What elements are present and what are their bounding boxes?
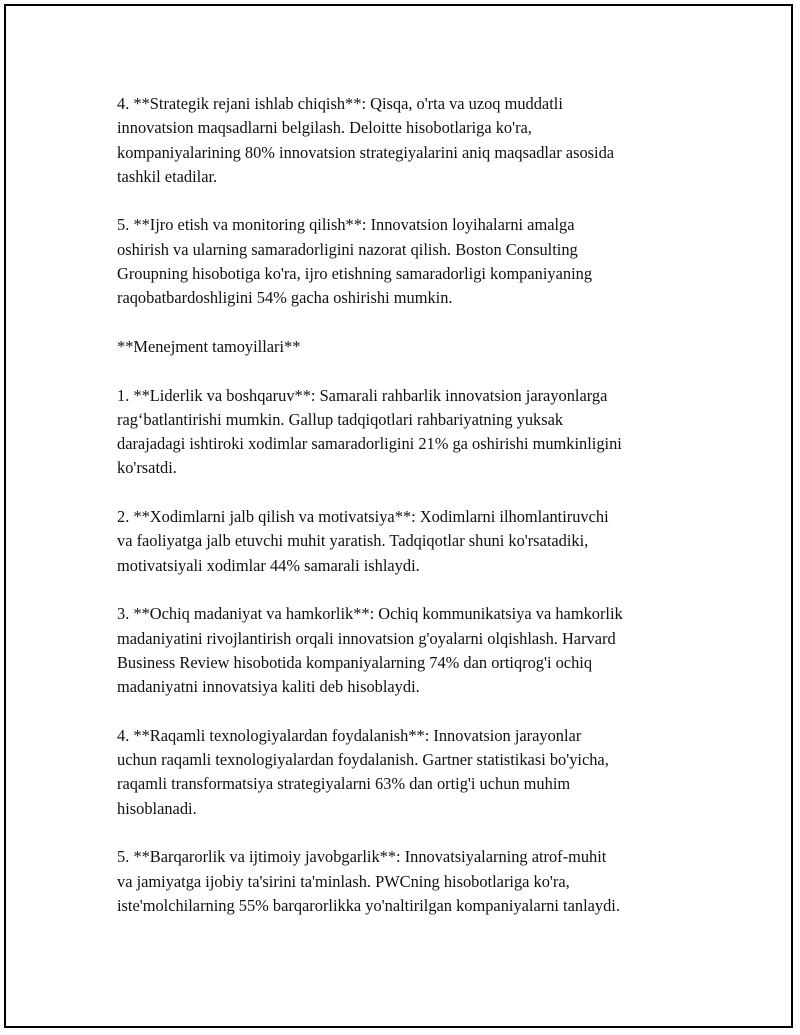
paragraph-digital-technologies: 4. **Raqamli texnologiyalardan foydalanish**: Innovatsion jarayonlar uchun raqamli texnologiyalardan foydalanish. Gartner statistikasi bo'yicha, raqamli transformatsiya strategiyalarni 63% dan ortig'i uchun muhim hisoblanadi. xyxy=(117,725,609,818)
paragraph-execution-monitoring: 5. **Ijro etish va monitoring qilish**: Innovatsion loyihalarni amalga oshirish va ularning samaradorligini nazorat qilish. Boston Consulting Groupning hisobotiga ko'ra, ijro etishning samaradorligi kompaniyaning raqobatbardoshligini 54% gacha oshirishi mumkin. xyxy=(117,215,593,308)
document-body xyxy=(117,92,697,942)
paragraph-open-culture: 3. **Ochiq madaniyat va hamkorlik**: Ochiq kommunikatsiya va hamkorlik madaniyatini rivojlantirish orqali innovatsion g'oyalarni olqishlash. Harvard Business Review hisobotida kompaniyalarning 74% dan ortiqrog'i ochiq madaniyatni innovatsiya kaliti deb hisoblaydi. xyxy=(117,604,623,697)
paragraph-employee-engagement: 2. **Xodimlarni jalb qilish va motivatsiya**: Xodimlarni ilhomlantiruvchi va faoliyatga jalb etuvchi muhit yaratish. Tadqiqotlar shuni ko'rsatadiki, motivatsiyali xodimlar 44% samarali ishlaydi. xyxy=(117,507,609,575)
section-heading-management-principles: **Menejment tamoyillari** xyxy=(117,336,301,356)
paragraph-sustainability: 5. **Barqarorlik va ijtimoiy javobgarlik**: Innovatsiyalarning atrof-muhit va jamiyatga ijobiy ta'sirini ta'minlash. PWCning hisobotlariga ko'ra, iste'molchilarning 55% barqarorlikka yo'naltirilgan kompaniyalarni tanlaydi. xyxy=(117,847,620,915)
paragraph-strategy-planning: 4. **Strategik rejani ishlab chiqish**: Qisqa, o'rta va uzoq muddatli innovatsion maqsadlarni belgilash. Deloitte hisobotlariga ko'ra, kompaniyalarining 80% innovatsion strategiyalarini aniq maqsadlar asosida tashkil etadilar. xyxy=(117,94,615,186)
paragraph-leadership: 1. **Liderlik va boshqaruv**: Samarali rahbarlik innovatsion jarayonlarga rag‘batlantirishi mumkin. Gallup tadqiqotlari rahbariyatning yuksak darajadagi ishtiroki xodimlar samaradorligini 21% ga oshirishi mumkinligini ko'rsatdi. xyxy=(117,385,622,478)
